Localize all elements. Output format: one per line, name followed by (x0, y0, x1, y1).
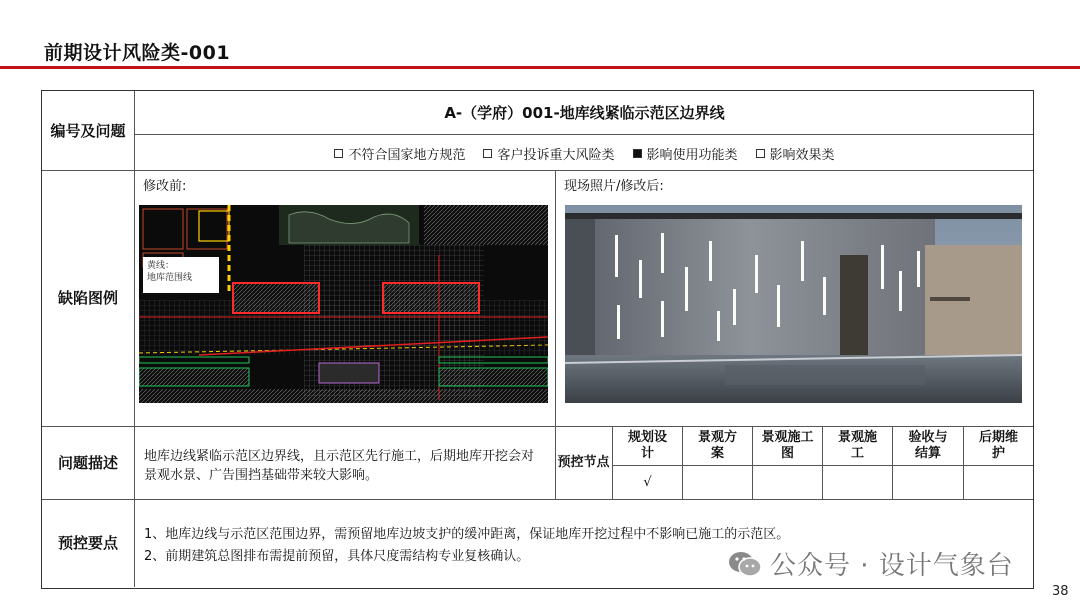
control-node-label: 预控节点 (557, 454, 610, 470)
problem-label: 问题描述 (57, 453, 118, 472)
stage-landscape-construction: 景观施工 (837, 429, 877, 461)
before-caption: 修改前: (143, 179, 187, 194)
issue-title: A-（学府）001-地库线紧临示范区边界线 (444, 104, 725, 122)
category-checklist (136, 135, 1033, 171)
stage-check-mark: √ (643, 475, 652, 490)
category-item: 影响使用功能类 (633, 144, 738, 163)
checkbox-icon (756, 149, 765, 158)
category-item: 客户投诉重大风险类 (483, 144, 614, 163)
label-column-divider (134, 91, 135, 587)
watermark (728, 545, 1014, 582)
page-title: 前期设计风险类-001 (44, 42, 231, 64)
keypoint-item: 2、前期建筑总图排布需提前预留，具体尺度需结构专业复核确认。 (144, 549, 530, 564)
checkbox-icon (483, 149, 492, 158)
stage-acceptance: 验收与结算 (908, 429, 948, 461)
stage-check-mark (893, 466, 963, 499)
category-item: 不符合国家地方规范 (334, 144, 465, 163)
row-divider (42, 499, 1033, 500)
site-photo-image (565, 205, 1022, 403)
watermark-text: 公众号 · 设计气象台 (770, 551, 1014, 581)
stage-check-mark (683, 466, 752, 499)
after-caption: 现场照片/修改后: (564, 179, 664, 194)
category-item: 影响效果类 (756, 144, 835, 163)
id-label: 编号及问题 (50, 121, 126, 140)
stage-check-mark (964, 466, 1033, 499)
stage-maintenance: 后期维护 (978, 429, 1018, 461)
title-divider (0, 66, 1080, 69)
cad-plan-image (139, 205, 548, 403)
stage-check-mark (753, 466, 822, 499)
cad-callout-note: 黄线： 地库范围线 (143, 257, 219, 293)
risk-sheet-table (41, 90, 1034, 589)
keypoints-label: 预控要点 (57, 534, 118, 552)
checkbox-checked-icon (633, 149, 642, 158)
stage-landscape-drawings: 景观施工图 (761, 429, 814, 461)
problem-description: 地库边线紧临示范区边界线，且示范区先行施工，后期地库开挖会对景观水景、广告围挡基础带来较大影响。 (144, 449, 535, 483)
stage-check-mark (823, 466, 892, 499)
checkbox-icon (334, 149, 343, 158)
page-number: 38 (1052, 584, 1069, 599)
defect-label: 缺陷图例 (57, 289, 118, 307)
wechat-icon (728, 550, 762, 578)
stage-planning: 规划设计 (627, 429, 667, 461)
keypoint-item: 1、地库边线与示范区范围边界，需预留地库边坡支护的缓冲距离，保证地库开挖过程中不影响已施工的示范区。 (144, 527, 790, 542)
stage-landscape-scheme: 景观方案 (697, 429, 737, 461)
